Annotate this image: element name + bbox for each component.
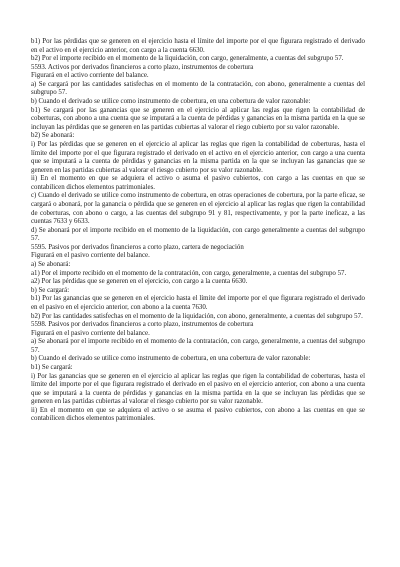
paragraph-d-abonara-liquidacion: d) Se abonará por el importe recibido en el momento de la liquidación, con cargo generalmente a cuentas del subgrupo 57. [31,226,365,243]
paragraph-ii-adquiera-activo: ii) En el momento en que se adquiera el activo o asuma el pasivo cubiertos, con cargo a las cuentas en que se contabilicen dichos elementos patrimoniales. [31,175,365,191]
paragraph-pasivo-corriente-2: Figurará en el pasivo corriente del balance. [31,329,150,337]
paragraph-b-cobertura-valor-razonable: b) Cuando el derivado se utilice como instrumento de cobertura, en una cobertura de valor razonable: [31,98,311,106]
paragraph-a-cargara: a) Se cargará por las cantidades satisfechas en el momento de la contratación, con abono, generalmente a cuentas del subgrupo 57. [31,80,365,97]
heading-account-5598: 5598. Pasivos por derivados financieros a corto plazo, instrumentos de cobertura [31,321,254,329]
paragraph-b2-cantidades-satisfechas: b2) Por las cantidades satisfechas en el momento de la liquidación, con abono, generalmente, a cuentas del subgrupo 57. [31,312,363,320]
heading-account-5595: 5595. Pasivos por derivados financieros a corto plazo, cartera de negociación [31,243,244,251]
paragraph-b-cobertura-valor-razonable-2: b) Cuando el derivado se utilice como instrumento de cobertura, en una cobertura de valor razonable: [31,355,311,363]
paragraph-c-otras-coberturas: c) Cuando el derivado se utilice como instrumento de cobertura, en otras operaciones de cobertura, por la parte eficaz, se cargará o abonará, por la ganancia o pérdida que se generen en el ejercicio al aplicar las reglas que rigen la contabilidad de coberturas, con abono o cargo, a las cuentas del subgrupo 91 y 81, respectivamente, y por la parte ineficaz, a las cuentas 7633 y 6633. [31,192,365,226]
paragraph-activo-corriente: Figurará en el activo corriente del balance. [31,72,149,80]
paragraph-i-ganancias: i) Por las ganancias que se generen en el ejercicio al aplicar las reglas que rigen la contabilidad de coberturas, hasta el límite del importe por el que figurara registrado el derivado en el pasivo en el ejercicio anterior, con abono a una cuenta que se imputará a la cuenta de pérdidas y ganancias en la misma partida en la que se incluyan las pérdidas que se generen en las partidas cubiertas al valorar el riesgo cubierto por su valor razonable. [31,372,365,406]
paragraph-b2-importe-recibido: b2) Por el importe recibido en el momento de la liquidación, con cargo, generalmente, a cuentas del subgrupo 57. [31,55,344,63]
paragraph-b1-ganancias: b1) Por las ganancias que se generen en el ejercicio hasta el límite del importe por el que figurara registrado el derivado en el pasivo en el ejercicio anterior, con abono a la cuenta 7630. [31,295,365,311]
paragraph-b1-cargara-ganancias: b1) Se cargará por las ganancias que se generen en el ejercicio al aplicar las reglas que rigen la contabilidad de coberturas, con abono a una cuenta que se imputará a la cuenta de pérdidas y ganancias en la misma partida en la que se incluyan las pérdidas que se generen en las partidas cubiertas al valorar el riego cubierto por su valor razonable. [31,106,365,131]
paragraph-b1-perdidas: b1) Por las pérdidas que se generen en el ejercicio hasta el límite del importe por el que figurara registrado el derivado en el activo en el ejercicio anterior, con cargo a la cuenta 6630. [31,38,365,54]
heading-account-5593: 5593. Activos por derivados financieros a corto plazo, instrumentos de cobertura [31,63,254,71]
paragraph-b1-cargara: b1) Se cargará: [31,363,73,371]
paragraph-b-cargara: b) Se cargará: [31,286,70,294]
paragraph-ii-adquiera-activo-2: ii) En el momento en que se adquiera el activo o se asuma el pasivo cubiertos, con abono a las cuentas en que se contabilicen dichos elementos patrimoniales. [31,406,365,423]
paragraph-a2-perdidas: a2) Por las pérdidas que se generen en el ejercicio, con cargo a la cuenta 6630. [31,278,248,286]
document-page [31,38,365,424]
paragraph-a1-importe-recibido: a1) Por el importe recibido en el momento de la contratación, con cargo, generalmente, a cuentas del subgrupo 57. [31,269,347,277]
paragraph-a-abonara-importe: a) Se abonará por el importe recibido en el momento de la contratación, con cargo, generalmente, a cuentas del subgrupo 57. [31,338,365,354]
paragraph-pasivo-corriente: Figurará en el pasivo corriente del balance. [31,252,150,260]
paragraph-a-abonara: a) Se abonará: [31,261,71,269]
paragraph-b2-abonara: b2) Se abonará: [31,132,75,140]
paragraph-i-perdidas: i) Por las pérdidas que se generen en el ejercicio al aplicar las reglas que rigen la contabilidad de coberturas, hasta el límite del importe por el que figurara registrado el derivado en el activo en el ejercicio anterior, con cargo a una cuenta que se imputará a la cuenta de pérdidas y ganancias en la misma partida en la que se incluyan las ganancias que se generen en las partidas cubiertas al valorar el riesgo cubierto por su valor razonable. [31,140,365,174]
